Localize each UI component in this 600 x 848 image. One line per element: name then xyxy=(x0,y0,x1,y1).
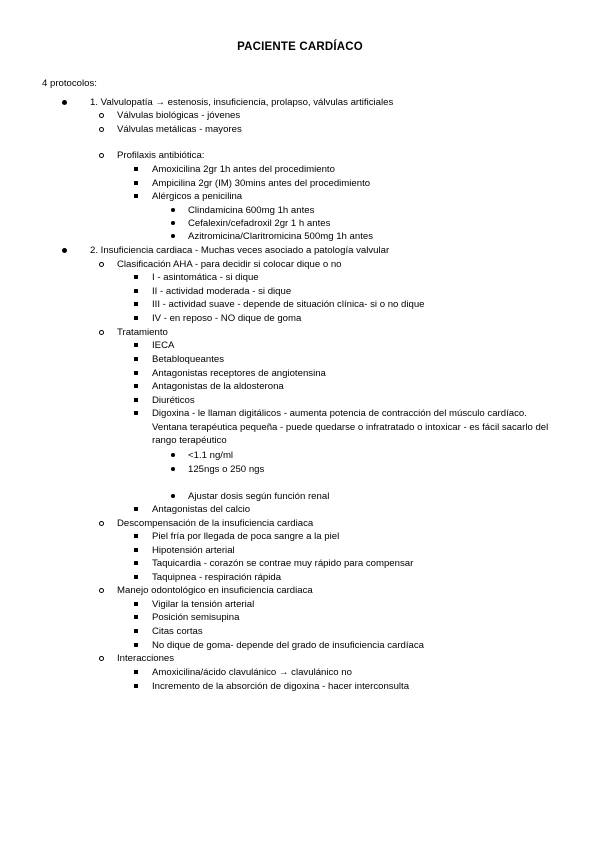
list-item: Antagonistas de la aldosterona xyxy=(152,381,284,392)
list-item: IV - en reposo - NO dique de goma xyxy=(152,313,302,324)
list-item: Amoxicilina/ácido clavulánico → clavulánico no xyxy=(152,667,352,678)
bullet-marker xyxy=(134,602,138,606)
bullet-marker xyxy=(134,411,138,415)
bullet-marker xyxy=(171,208,175,212)
list-item: 1. Valvulopatía → estenosis, insuficiencia, prolapso, válvulas artificiales xyxy=(90,97,394,108)
list-item: 2. Insuficiencia cardiaca - Muchas veces asociado a patología valvular xyxy=(90,245,390,256)
bullet-marker xyxy=(134,289,138,293)
list-item: Digoxina - le llaman digitálicos - aumenta potencia de contracción del músculo cardíaco. Ventana terapéutica pequeña - puede quedarse o infratratado o intoxicar - es fácil sacarlo del rango terapéutico xyxy=(152,408,549,446)
bullet-marker xyxy=(134,548,138,552)
bullet-marker xyxy=(134,575,138,579)
list-item: Interacciones xyxy=(117,653,175,664)
list-item: Diuréticos xyxy=(152,395,195,406)
bullet-marker xyxy=(134,534,138,538)
bullet-marker xyxy=(99,153,104,158)
bullet-marker xyxy=(134,343,138,347)
bullet-marker xyxy=(134,561,138,565)
bullet-marker xyxy=(62,100,67,105)
list-item: Válvulas metálicas - mayores xyxy=(117,124,242,135)
list-item: Descompensación de la insuficiencia cardiaca xyxy=(117,518,314,529)
bullet-marker xyxy=(99,127,104,132)
list-item: Ampicilina 2gr (IM) 30mins antes del procedimiento xyxy=(152,178,371,189)
bullet-marker xyxy=(99,521,104,526)
list-item: Clindamicina 600mg 1h antes xyxy=(188,205,315,216)
bullet-marker xyxy=(171,221,175,225)
list-item: Clasificación AHA - para decidir si colocar dique o no xyxy=(117,259,342,270)
list-item: Betabloqueantes xyxy=(152,354,225,365)
bullet-marker xyxy=(99,113,104,118)
bullet-marker xyxy=(134,357,138,361)
list-item: Hipotensión arterial xyxy=(152,545,235,556)
bullet-marker xyxy=(171,453,175,457)
list-item: Incremento de la absorción de digoxina - hacer interconsulta xyxy=(152,681,410,692)
bullet-marker xyxy=(134,371,138,375)
bullet-marker xyxy=(134,684,138,688)
intro-text: 4 protocolos: xyxy=(42,78,97,89)
list-item: Manejo odontológico en insuficiencia cardiaca xyxy=(117,585,313,596)
bullet-marker xyxy=(171,494,175,498)
bullet-marker xyxy=(134,275,138,279)
bullet-marker xyxy=(134,167,138,171)
bullet-marker xyxy=(62,248,67,253)
list-item: No dique de goma- depende del grado de insuficiencia cardíaca xyxy=(152,640,425,651)
list-item: IECA xyxy=(152,340,175,351)
bullet-marker xyxy=(99,262,104,267)
list-item: III - actividad suave - depende de situación clínica- si o no dique xyxy=(152,299,425,310)
list-item: 125ngs o 250 ngs xyxy=(188,464,265,475)
list-item: Antagonistas receptores de angiotensina xyxy=(152,368,326,379)
bullet-marker xyxy=(171,234,175,238)
list-item: Profilaxis antibiótica: xyxy=(117,150,205,161)
list-item: Vigilar la tensión arterial xyxy=(152,599,255,610)
bullet-marker xyxy=(134,398,138,402)
list-item: I - asintomática - si dique xyxy=(152,272,259,283)
list-item: Posición semisupina xyxy=(152,612,240,623)
list-item: Tratamiento xyxy=(117,327,168,338)
list-item: Ajustar dosis según función renal xyxy=(188,491,330,502)
list-item: Taquipnea - respiración rápida xyxy=(152,572,282,583)
bullet-marker xyxy=(99,656,104,661)
list-item: <1.1 ng/ml xyxy=(188,450,234,461)
list-item: II - actividad moderada - si dique xyxy=(152,286,292,297)
list-item: Alérgicos a penicilina xyxy=(152,191,243,202)
bullet-marker xyxy=(134,316,138,320)
bullet-marker xyxy=(134,615,138,619)
bullet-marker xyxy=(134,670,138,674)
bullet-marker xyxy=(99,330,104,335)
list-item: Citas cortas xyxy=(152,626,203,637)
bullet-marker xyxy=(134,194,138,198)
bullet-marker xyxy=(134,643,138,647)
bullet-marker xyxy=(134,181,138,185)
list-item: Azitromicina/Claritromicina 500mg 1h antes xyxy=(188,231,374,242)
bullet-marker xyxy=(134,507,138,511)
bullet-marker xyxy=(99,588,104,593)
list-item: Piel fría por llegada de poca sangre a la piel xyxy=(152,531,340,542)
bullet-marker xyxy=(134,302,138,306)
bullet-marker xyxy=(171,467,175,471)
list-item: Taquicardia - corazón se contrae muy rápido para compensar xyxy=(152,558,414,569)
list-item: Antagonistas del calcio xyxy=(152,504,251,515)
list-item: Válvulas biológicas - jóvenes xyxy=(117,110,241,121)
bullet-marker xyxy=(134,629,138,633)
bullet-marker xyxy=(134,384,138,388)
list-item: Cefalexin/cefadroxil 2gr 1 h antes xyxy=(188,218,331,229)
page-title: PACIENTE CARDÍACO xyxy=(237,41,363,53)
list-item: Amoxicilina 2gr 1h antes del procedimiento xyxy=(152,164,335,175)
